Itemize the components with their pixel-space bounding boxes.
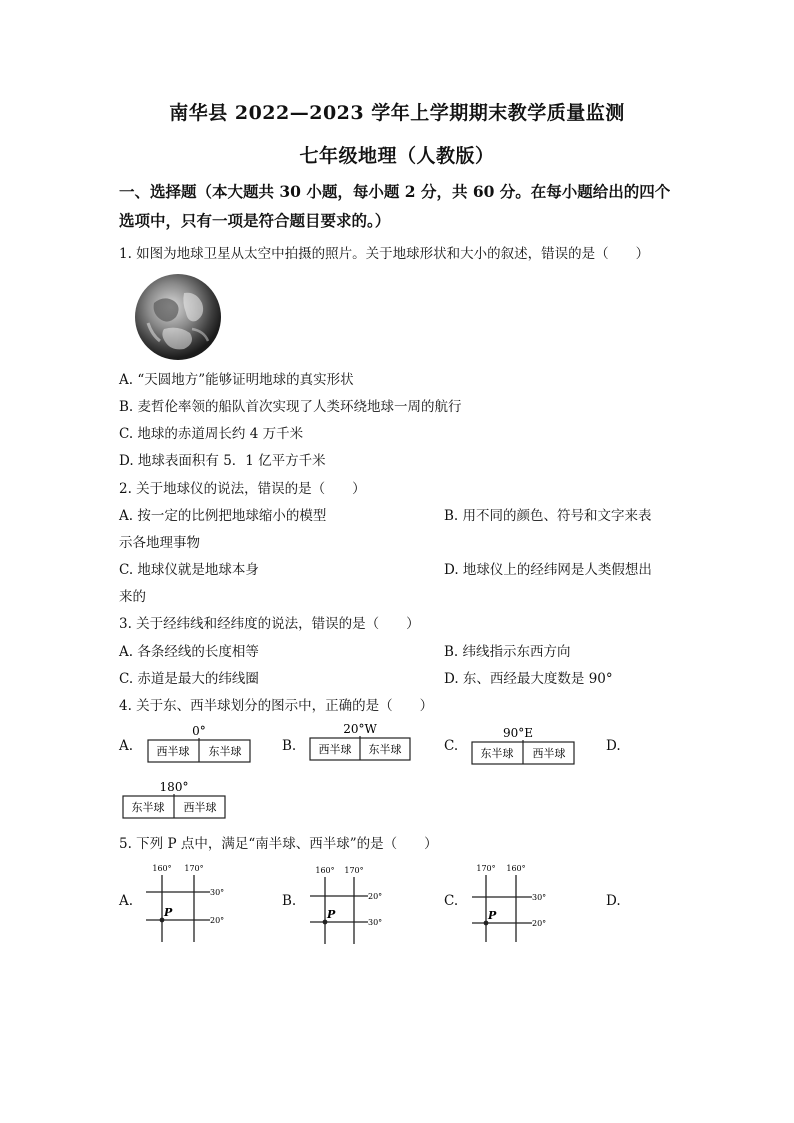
earth-photo bbox=[134, 273, 222, 361]
grid-c-lon-left: 170° bbox=[476, 864, 496, 873]
question-1-stem: 1. 如图为地球卫星从太空中拍摄的照片。关于地球形状和大小的叙述，错误的是（ ） bbox=[119, 246, 650, 262]
question-4-option-d-label: D. bbox=[606, 738, 621, 754]
lat-lon-grid-b bbox=[302, 862, 402, 946]
hemisphere-diagram-a bbox=[146, 722, 252, 766]
lat-lon-grid-c bbox=[466, 860, 566, 944]
diagram-b-right-label: 东半球 bbox=[368, 743, 402, 756]
hemisphere-diagram-d bbox=[121, 778, 227, 822]
hemisphere-diagram-b bbox=[308, 720, 412, 764]
question-3-option-b: B. 纬线指示东西方向 bbox=[444, 644, 571, 660]
diagram-c-meridian-label: 90°E bbox=[502, 726, 534, 740]
page-subtitle: 七年级地理（人教版） bbox=[299, 145, 495, 167]
diagram-a-right-label: 东半球 bbox=[208, 745, 242, 758]
diagram-d-right-label: 西半球 bbox=[183, 801, 217, 814]
question-4-option-c-label: C. bbox=[444, 738, 459, 754]
question-2-option-c: C. 地球仪就是地球本身 bbox=[119, 562, 259, 578]
question-1-option-c: C. 地球的赤道周长约 4 万千米 bbox=[119, 426, 304, 442]
diagram-b-left-label: 西半球 bbox=[318, 743, 352, 756]
question-2-option-b: B. 用不同的颜色、符号和文字来表 bbox=[444, 508, 652, 524]
grid-c-lat-bottom: 20° bbox=[532, 919, 547, 928]
grid-c-lat-top: 30° bbox=[532, 893, 547, 902]
grid-b-lat-top: 20° bbox=[368, 892, 383, 901]
question-2-stem: 2. 关于地球仪的说法，错误的是（ ） bbox=[119, 481, 366, 497]
diagram-d-left-label: 东半球 bbox=[131, 801, 165, 814]
question-4-stem: 4. 关于东、西半球划分的图示中，正确的是（ ） bbox=[119, 698, 434, 714]
question-2-option-b-cont: 示各地理事物 bbox=[119, 535, 200, 551]
question-2-option-a: A. 按一定的比例把地球缩小的模型 bbox=[119, 508, 327, 524]
question-5-option-a-label: A. bbox=[119, 893, 134, 909]
question-1-option-d: D. 地球表面积有 5．1 亿平方千米 bbox=[119, 453, 326, 469]
grid-a-lat-bottom: 20° bbox=[210, 916, 225, 925]
grid-c-lon-right: 160° bbox=[506, 864, 526, 873]
question-5-option-b-label: B. bbox=[282, 893, 297, 909]
diagram-a-left-label: 西半球 bbox=[156, 745, 190, 758]
question-5-option-d-label: D. bbox=[606, 893, 621, 909]
grid-b-point-label: P bbox=[327, 908, 336, 921]
grid-a-lon-left: 160° bbox=[152, 864, 172, 873]
question-5-option-c-label: C. bbox=[444, 893, 459, 909]
lat-lon-grid-a bbox=[140, 860, 240, 944]
question-4-option-b-label: B. bbox=[282, 738, 297, 754]
question-3-option-d: D. 东、西经最大度数是 90° bbox=[444, 671, 613, 687]
question-3-option-c: C. 赤道是最大的纬线圈 bbox=[119, 671, 259, 687]
question-1-option-a: A. “天圆地方”能够证明地球的真实形状 bbox=[119, 372, 354, 388]
grid-a-point-label: P bbox=[164, 906, 173, 919]
question-4-option-a-label: A. bbox=[119, 738, 134, 754]
page-title: 南华县 2022—2023 学年上学期期末教学质量监测 bbox=[169, 102, 625, 124]
grid-a-lat-top: 30° bbox=[210, 888, 225, 897]
grid-c-point-label: P bbox=[488, 909, 497, 922]
diagram-b-meridian-label: 20°W bbox=[343, 722, 377, 736]
hemisphere-diagram-c bbox=[470, 724, 576, 768]
grid-b-lon-right: 170° bbox=[344, 866, 364, 875]
diagram-d-meridian-label: 180° bbox=[159, 780, 189, 794]
question-5-stem: 5. 下列 P 点中，满足“南半球、西半球”的是（ ） bbox=[119, 836, 438, 852]
question-2-option-d-cont: 来的 bbox=[119, 589, 146, 605]
diagram-c-right-label: 西半球 bbox=[532, 747, 566, 760]
diagram-c-left-label: 东半球 bbox=[480, 747, 514, 760]
question-3-option-a: A. 各条经线的长度相等 bbox=[119, 644, 259, 660]
grid-a-lon-right: 170° bbox=[184, 864, 204, 873]
question-3-stem: 3. 关于经纬线和经纬度的说法，错误的是（ ） bbox=[119, 616, 420, 632]
diagram-a-meridian-label: 0° bbox=[192, 724, 206, 738]
section-heading-line1: 一、选择题（本大题共 30 小题，每小题 2 分，共 60 分。在每小题给出的四个 bbox=[119, 182, 671, 201]
question-2-option-d: D. 地球仪上的经纬网是人类假想出 bbox=[444, 562, 652, 578]
grid-b-lon-left: 160° bbox=[315, 866, 335, 875]
grid-b-lat-bottom: 30° bbox=[368, 918, 383, 927]
section-heading-line2: 选项中，只有一项是符合题目要求的。） bbox=[119, 211, 391, 230]
question-1-option-b: B. 麦哲伦率领的船队首次实现了人类环绕地球一周的航行 bbox=[119, 399, 462, 415]
